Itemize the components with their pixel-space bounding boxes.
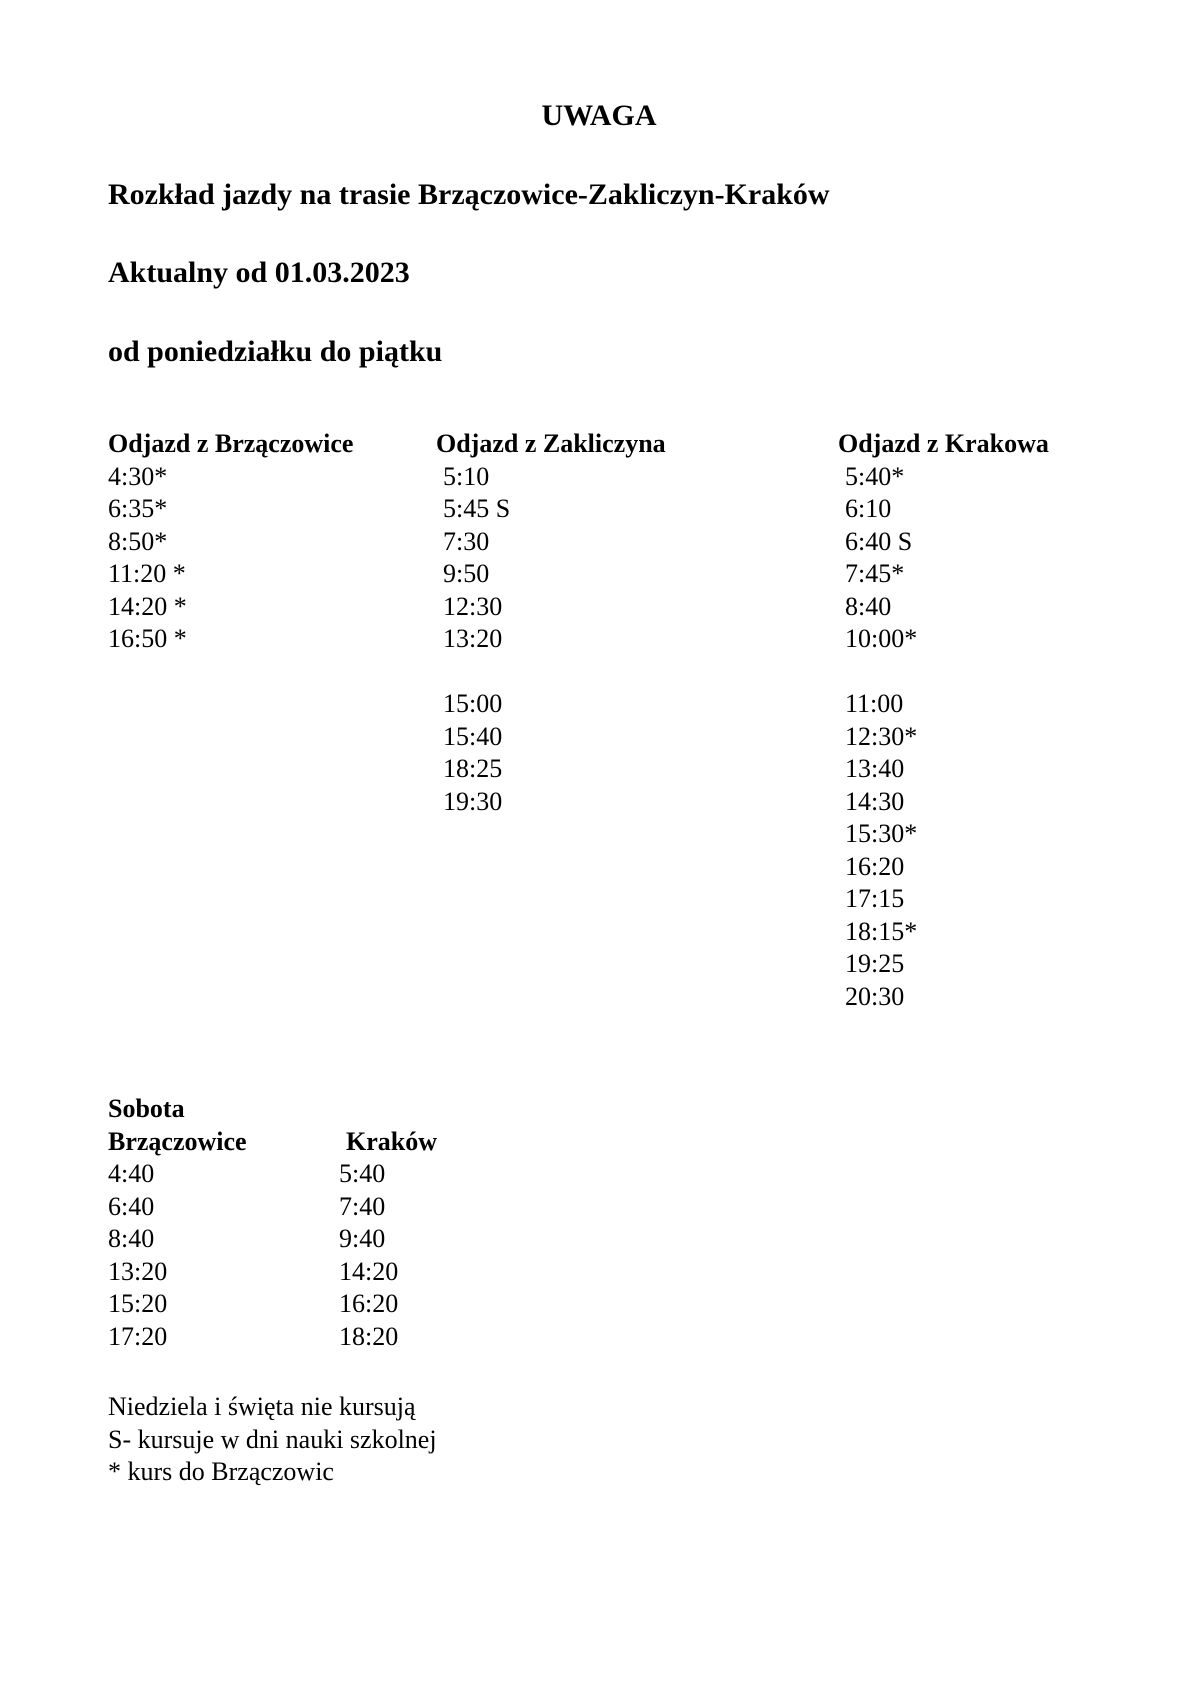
time-cell: 15:20 [108, 1289, 168, 1318]
weekday-column-krakow [838, 428, 1049, 1013]
times-list-krakow [838, 461, 1049, 1014]
time-cell: 13:20 [443, 624, 503, 653]
weekday-column-brzaczowice [108, 428, 436, 656]
footnote-line: S- kursuje w dni nauki szkolnej [108, 1424, 437, 1454]
time-cell: 7:40 [339, 1191, 386, 1221]
saturday-timetable [108, 1126, 1090, 1354]
time-cell: 9:40 [339, 1224, 386, 1253]
time-cell: 4:40 [108, 1159, 155, 1188]
column-header-brzaczowice: Odjazd z Brzączowice [108, 429, 354, 458]
time-cell: 7:45* [845, 559, 905, 588]
route-heading: Rozkład jazdy na trasie Brzączowice-Zakliczyn-Kraków [108, 177, 830, 211]
time-cell: 11:00 [845, 689, 904, 718]
footnotes [108, 1391, 1090, 1489]
time-cell: 5:40 [339, 1159, 386, 1188]
weekday-range-heading: od poniedziałku do piątku [108, 334, 443, 368]
time-cell: 16:50 * [108, 624, 187, 653]
saturday-section [108, 1093, 1090, 1353]
time-cell: 14:20 * [108, 591, 187, 621]
saturday-header-brzaczowice: Brzączowice [108, 1126, 247, 1156]
time-cell: 15:30* [845, 819, 918, 848]
saturday-title: Sobota [108, 1094, 185, 1123]
time-cell: 8:50* [108, 526, 168, 556]
column-header-zakliczyn: Odjazd z Zakliczyna [436, 429, 666, 458]
saturday-header-krakow: Kraków [346, 1126, 437, 1156]
document-title: UWAGA [541, 99, 657, 132]
blank-line [845, 656, 1049, 689]
saturday-times-krakow [336, 1158, 437, 1353]
time-cell: 17:15 [845, 884, 905, 913]
time-cell: 13:20 [108, 1256, 168, 1286]
times-list-brzaczowice [108, 461, 436, 656]
time-cell: 10:00* [845, 624, 918, 653]
time-cell: 6:35* [108, 494, 168, 523]
time-cell: 17:20 [108, 1321, 168, 1351]
weekday-column-zakliczyn [436, 428, 838, 818]
blank-line [443, 656, 838, 689]
footnote-line: * kurs do Brzączowic [108, 1457, 334, 1486]
time-cell: 16:20 [845, 851, 905, 881]
time-cell: 18:15* [845, 916, 918, 946]
weekday-timetable [108, 428, 1090, 1013]
column-header-krakow: Odjazd z Krakowa [838, 429, 1049, 458]
time-cell: 5:40* [845, 461, 905, 491]
time-cell: 7:30 [443, 526, 490, 556]
time-cell: 4:30* [108, 461, 168, 491]
valid-from-heading: Aktualny od 01.03.2023 [108, 256, 410, 289]
time-cell: 8:40 [845, 591, 892, 621]
time-cell: 6:10 [845, 494, 892, 523]
time-cell: 19:25 [845, 949, 905, 978]
time-cell: 14:20 [339, 1256, 399, 1286]
time-cell: 18:25 [443, 754, 503, 783]
saturday-column-krakow [336, 1126, 437, 1354]
saturday-column-brzaczowice [108, 1126, 336, 1354]
time-cell: 20:30 [845, 981, 905, 1011]
time-cell: 14:30 [845, 786, 905, 816]
time-cell: 8:40 [108, 1224, 155, 1253]
time-cell: 12:30 [443, 591, 503, 621]
time-cell: 19:30 [443, 786, 503, 816]
time-cell: 9:50 [443, 559, 490, 588]
time-cell: 13:40 [845, 754, 905, 783]
time-cell: 6:40 S [845, 526, 913, 556]
time-cell: 5:10 [443, 461, 490, 491]
time-cell: 15:00 [443, 689, 503, 718]
time-cell: 15:40 [443, 721, 503, 751]
footnote-line: Niedziela i święta nie kursują [108, 1392, 416, 1421]
times-list-zakliczyn [436, 461, 838, 819]
time-cell: 12:30* [845, 721, 918, 751]
saturday-times-brzaczowice [108, 1158, 336, 1353]
time-cell: 16:20 [339, 1289, 399, 1318]
time-cell: 6:40 [108, 1191, 155, 1221]
time-cell: 18:20 [339, 1321, 399, 1351]
time-cell: 5:45 S [443, 494, 511, 523]
time-cell: 11:20 * [108, 559, 186, 588]
